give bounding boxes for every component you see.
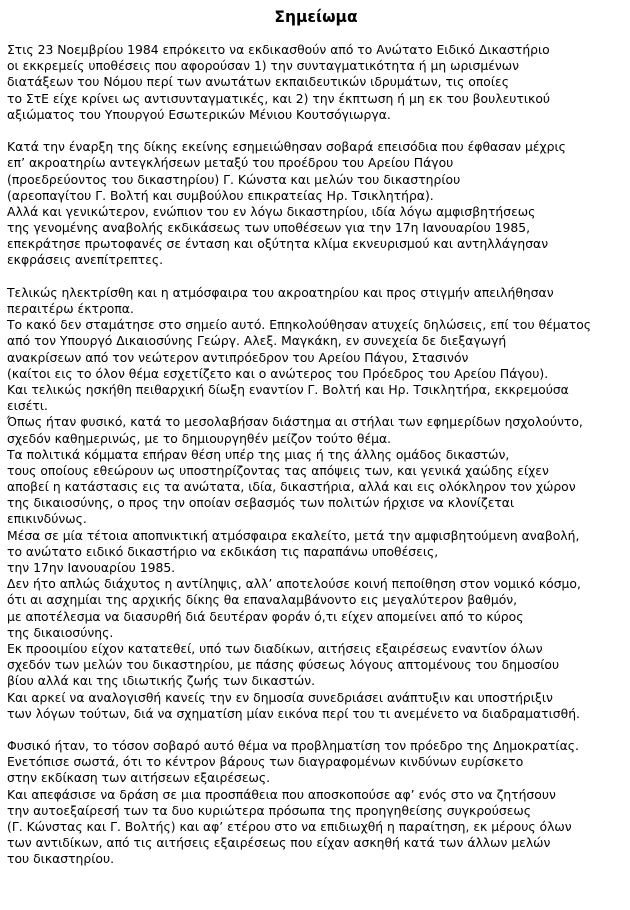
text-line: εισέτι. — [7, 399, 48, 414]
text-line: αποβεί η κατάστασις εις τα ανώτατα, ιδία, δικαστήρια, αλλά και εις ολόκληρον τον χώρον — [7, 480, 576, 495]
text-line: Όπως ήταν φυσικό, κατά το μεσολαβήσαν διάστημα αι στήλαι των εφημερίδων ησχολούντο, — [7, 415, 583, 430]
text-line: βίου αλλά και της ιδιωτικής ζωής των δικαστών. — [7, 674, 316, 689]
text-line: Στις 23 Νοεμβρίου 1984 επρόκειτο να εκδικασθούν από το Ανώτατο Ειδικό Δικαστήριο — [7, 43, 550, 57]
document-title: Σημείωμα — [274, 8, 358, 26]
text-line: Και απεφάσισε να δράση σε μια προσπάθεια που αποσκοπούσε αφ’ ενός στο να ζητήσουν — [7, 787, 556, 802]
text-line: (προεδρεύοντος του δικαστηρίου) Γ. Κώνστα και μελών του δικαστηρίου — [7, 172, 461, 187]
text-line: Τελικώς ηλεκτρίσθη και η ατμόσφαιρα του ακροατηρίου και προς στιγμήν απειλήθησαν — [7, 285, 554, 300]
text-line: Ενετόπισε σωστά, ότι το κέντρον βάρους των διαγραφομένων κινδύνων ευρίσκετο — [7, 755, 524, 770]
text-line: των λόγων τούτων, διά να σχηματίση μίαν εικόνα περί του τι ανεμένετο να διαδραματισθή. — [7, 706, 580, 721]
text-line: την 17ην Ιανουαρίου 1985. — [7, 561, 176, 575]
text-line: οι εκκρεμείς υποθέσεις που αφορούσαν 1) την συνταγματικότητα ή μη ωρισμένων — [7, 59, 520, 74]
text-line: Κατά την έναρξη της δίκης εκείνης εσημειώθησαν σοβαρά επεισόδια που έφθασαν μέχρις — [7, 140, 566, 155]
text-line: της δικαιοσύνης. — [7, 625, 114, 640]
paragraph-gap — [7, 269, 625, 285]
text-line: σχεδόν των μελών του δικαστηρίου, με πάσης φύσεως λόγους απτομένους του δημοσίου — [7, 658, 560, 673]
text-line: ανακρίσεων από τον νεώτερον αντιπρόεδρον του Αρείου Πάγου, Στασινόν — [7, 350, 469, 365]
text-line: Δεν ήτο απλώς διάχυτος η αντίληψις, αλλ’ αποτελούσε κοινή πεποίθηση στον νομικό κόσμο, — [7, 577, 581, 592]
text-line: το ανώτατο ειδικό δικαστήριο να εκδικάση τις παραπάνω υποθέσεις, — [7, 544, 439, 559]
text-line: επ’ ακροατηρίω αντεγκλήσεων μεταξύ του προέδρου του Αρείου Πάγου — [7, 156, 454, 171]
text-line: με αποτέλεσμα να διασυρθή διά δευτέραν φοράν ό,τι είχεν απομείνει από το κύρος — [7, 609, 524, 624]
text-line: τους οποίους εθεώρουν ως υποστηρίζοντας τας απόψεις των, και γενικά χαώδης είχεν — [7, 463, 549, 478]
text-line: της δικαιοσύνης, ο προς την οποίαν σεβασμός των πολιτών ήρχισε να κλονίζεται — [7, 496, 515, 511]
text-line: Και τελικώς ησκήθη πειθαρχική δίωξη εναντίον Γ. Βολτή και Ηρ. Τσικλητήρα, εκκρεμούσα — [7, 382, 569, 397]
text-line: (αρεοπαγίτου Γ. Βολτή και συμβούλου επικρατείας Ηρ. Τσικλητήρα). — [7, 188, 434, 203]
document-body — [7, 42, 625, 868]
text-line: περαιτέρω έκτροπα. — [7, 302, 134, 316]
text-line: από τον Υπουργό Δικαιοσύνης Γεώργ. Αλεξ. Μαγκάκη, εν συνεχεία δε διεξαγωγή — [7, 334, 507, 349]
text-line: Φυσικό ήταν, το τόσον σοβαρό αυτό θέμα να προβληματίση τον πρόεδρο της Δημοκρατίας. — [7, 739, 579, 754]
paragraph-gap — [7, 123, 625, 139]
text-line: διατάξεων του Νόμου περί των ανωτάτων εκπαιδευτικών ιδρυμάτων, τις οποίες — [7, 75, 509, 90]
text-line: επικινδύνως. — [7, 512, 87, 527]
text-line: επεκράτησε πρωτοφανές σε ένταση και οξύτητα κλίμα εκνευρισμού και αντηλλάγησαν — [7, 237, 549, 252]
text-line: των αντιδίκων, από τις αιτήσεις εξαιρέσεως που είχαν ασκηθή κατά των άλλων μελών — [7, 836, 551, 851]
text-line: στην εκδίκαση των αιτήσεων εξαιρέσεως. — [7, 771, 271, 786]
text-line: (Γ. Κώνστας και Γ. Βολτής) και αφ’ ετέρου στο να επιδιωχθή η παραίτηση, εκ μέρους όλων — [7, 820, 572, 834]
paragraph-gap — [7, 722, 625, 738]
paragraph — [7, 139, 625, 269]
paragraph — [7, 42, 625, 123]
document-page — [7, 6, 625, 868]
text-line: Τα πολιτικά κόμματα επήραν θέση υπέρ της μιας ή της άλλης ομάδος δικαστών, — [7, 447, 510, 462]
text-line: Μέσα σε μία τέτοια αποπνικτική ατμόσφαιρα εκαλείτο, μετά την αμφισβητούμενη αναβολή, — [7, 528, 580, 543]
text-line: σχεδόν καθημερινώς, με το δημιουργηθέν μείζον τούτο θέμα. — [7, 431, 392, 446]
text-line: την αυτοεξαίρεσή των τα δυο κυριώτερα πρόσωπα της προηγηθείσης συγκρούσεως — [7, 803, 531, 818]
text-line: αξιώματος του Υπουργού Εσωτερικών Μένιου Κουτσόγιωργα. — [7, 107, 391, 122]
text-line: το ΣτΕ είχε κρίνει ως αντισυνταγματικές, και 2) την έκπτωση ή μη εκ του βουλευτικού — [7, 91, 551, 106]
paragraph — [7, 738, 625, 868]
text-line: ότι αι ασχημίαι της αρχικής δίκης θα επαναλαμβάνοντο εις μεγαλύτερον βαθμόν, — [7, 593, 518, 608]
paragraph — [7, 285, 625, 722]
text-line: Αλλά και γενικώτερον, ενώπιον του εν λόγω δικαστηρίου, ιδία λόγω αμφισβητήσεως — [7, 204, 536, 219]
text-line: της γενομένης αναβολής εκδικάσεως των υποθέσεων για την 17η Ιανουαρίου 1985, — [7, 221, 531, 236]
text-line: Και αρκεί να αναλογισθή κανείς την εν δημοσία συνεδριάσει ανάπτυξιν και υποστήριξιν — [7, 690, 553, 705]
text-line: Το κακό δεν σταμάτησε στο σημείο αυτό. Επηκολούθησαν ατυχείς δηλώσεις, επί του θέματος — [7, 318, 592, 333]
text-line: Εκ προοιμίου είχον κατατεθεί, υπό των διαδίκων, αιτήσεις εξαιρέσεως εναντίον όλων — [7, 641, 543, 656]
text-line: (καίτοι εις το όλον θέμα εσχετίζετο και ο ανώτερος του Πρόεδρος του Αρείου Πάγου). — [7, 366, 549, 381]
text-line: του δικαστηρίου. — [7, 852, 115, 867]
text-line: εκφράσεις ανεπίτρεπτες. — [7, 253, 164, 268]
